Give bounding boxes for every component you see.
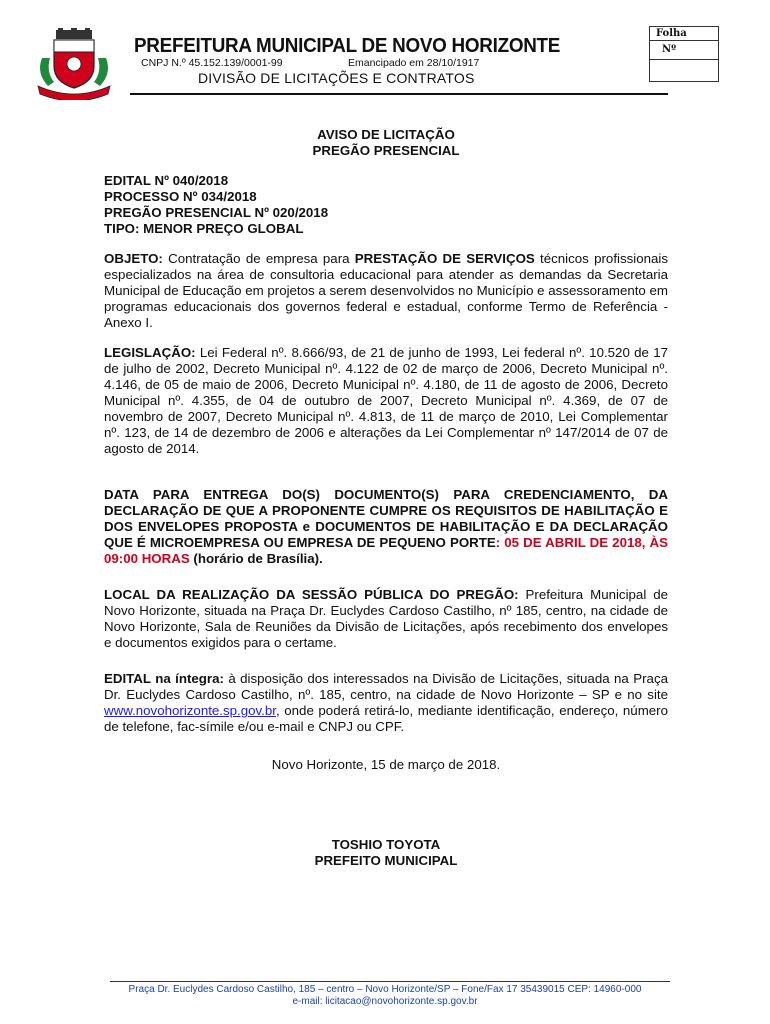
data-entrega-timezone: (horário de Brasília). xyxy=(189,551,323,566)
data-entrega-date: 05 DE ABRIL DE 2018, ÀS 09:00 HORAS xyxy=(104,535,669,566)
legislacao-paragraph xyxy=(104,345,668,457)
objeto-text-2: técnicos profissionais especializados na área de consultoria educacional para atender as demandas da Secretaria Municipal de Educação em projetos a serem desenvolvidos no Município e assessoramento em programas educacionais dos governos federal e estadual, conforme Termo de Referência - Anexo I. xyxy=(104,251,669,330)
page-footer xyxy=(90,984,680,1008)
legislacao-text: Lei Federal nº. 8.666/93, de 21 de junho de 1993, Lei federal nº. 10.520 de 17 de julho de 2002, Decreto Municipal nº. 4.122 de 02 de março de 2006, Decreto Municipal nº. 4.146, de 05 de maio de 2006, Decreto Municipal nº. 4.180, de 11 de agosto de 2006, Decreto Municipal nº. 4.355, de 04 de outubro de 2007, Decreto Municipal nº. 4.369, de 07 de novembro de 2007, Decreto Municipal nº. 4.813, de 11 de março de 2010, Lei Complementar nº. 123, de 14 de dezembro de 2006 e alterações da Lei Complementar nº 147/2014 de 07 de agosto de 2014. xyxy=(104,345,668,456)
notice-title-line2: PREGÃO PRESENCIAL xyxy=(312,143,460,158)
notice-title-line1: AVISO DE LICITAÇÃO xyxy=(317,127,455,142)
edital-number: EDITAL Nº 040/2018 xyxy=(104,173,229,188)
processo-number: PROCESSO Nº 034/2018 xyxy=(104,189,257,204)
objeto-text-1: Contratação de empresa para xyxy=(162,251,355,266)
numero-label: Nº xyxy=(650,41,718,60)
signer-name: TOSHIO TOYOTA xyxy=(331,837,441,852)
footer-address: Praça Dr. Euclydes Cardoso Castilho, 185 – centro – Novo Horizonte/SP – Fone/Fax 17 35439015 CEP: 14960-000 xyxy=(128,984,642,995)
place-date: Novo Horizonte, 15 de março de 2018. xyxy=(271,757,501,772)
objeto-paragraph xyxy=(104,251,668,331)
local-text: Prefeitura Municipal de Novo Horizonte, situada na Praça Dr. Euclydes Cardoso Castilho, nº 185, centro, na cidade de Novo Horizonte, Sala de Reuniões da Divisão de Licitações, após recebimento dos envelopes e documentos exigidos para o certame. xyxy=(104,587,668,650)
edital-integra-paragraph xyxy=(104,671,668,735)
data-entrega-text: DATA PARA ENTREGA DO(S) DOCUMENTO(S) PARA CREDENCIAMENTO, DA DECLARAÇÃO DE QUE A PROPONENTE CUMPRE OS REQUISITOS DE HABILITAÇÃO E DOS ENVELOPES PROPOSTA e DOCUMENTOS DE HABILITAÇÃO E DA DECLARAÇÃO QUE É MICROEMPRESA OU EMPRESA DE PEQUENO PORTE xyxy=(104,487,668,550)
data-entrega-paragraph xyxy=(104,487,668,567)
legislacao-label: LEGISLAÇÃO: xyxy=(104,345,196,360)
local-paragraph xyxy=(104,587,668,651)
header-divider xyxy=(130,93,668,95)
notice-identifiers xyxy=(104,173,668,237)
edital-integra-label: EDITAL na íntegra: xyxy=(104,671,224,686)
local-label: LOCAL DA REALIZAÇÃO DA SESSÃO PÚBLICA DO PREGÃO: xyxy=(104,587,519,602)
division-name: DIVISÃO DE LICITAÇÕES E CONTRATOS xyxy=(198,70,475,86)
notice-body xyxy=(104,127,668,869)
signature-block xyxy=(104,837,668,869)
signer-role: PREFEITO MUNICIPAL xyxy=(314,853,458,868)
emancipation-date: Emancipado em 28/10/1917 xyxy=(348,57,480,69)
pregao-number: PREGÃO PRESENCIAL Nº 020/2018 xyxy=(104,205,329,220)
folha-label: Folha xyxy=(650,27,718,41)
objeto-label: OBJETO: xyxy=(104,251,163,266)
municipal-crest-icon xyxy=(32,28,116,100)
data-entrega-colon: : xyxy=(495,535,501,550)
page-number-box xyxy=(649,26,719,82)
cnpj-text: CNPJ N.º 45.152.139/0001-99 xyxy=(141,57,283,69)
edital-integra-text-1: à disposição dos interessados na Divisão de Licitações, situada na Praça Dr. Euclydes Cardoso Castilho, nº. 185, centro, na cidade de Novo Horizonte – SP e no site xyxy=(104,671,668,702)
website-link[interactable]: www.novohorizonte.sp.gov.br xyxy=(104,703,276,718)
notice-title xyxy=(104,127,668,159)
footer-email: e-mail: licitacao@novohorizonte.sp.gov.br xyxy=(292,996,478,1007)
objeto-bold: PRESTAÇÃO DE SERVIÇOS xyxy=(354,251,535,266)
municipality-title: PREFEITURA MUNICIPAL DE NOVO HORIZONTE xyxy=(134,34,561,57)
tipo-line: TIPO: MENOR PREÇO GLOBAL xyxy=(104,221,304,236)
page-header xyxy=(0,0,770,100)
footer-divider xyxy=(110,981,670,982)
edital-integra-text-2: , onde poderá retirá-lo, mediante identificação, endereço, número de telefone, fac-símile e/ou e-mail e CNPJ ou CPF. xyxy=(104,703,668,734)
